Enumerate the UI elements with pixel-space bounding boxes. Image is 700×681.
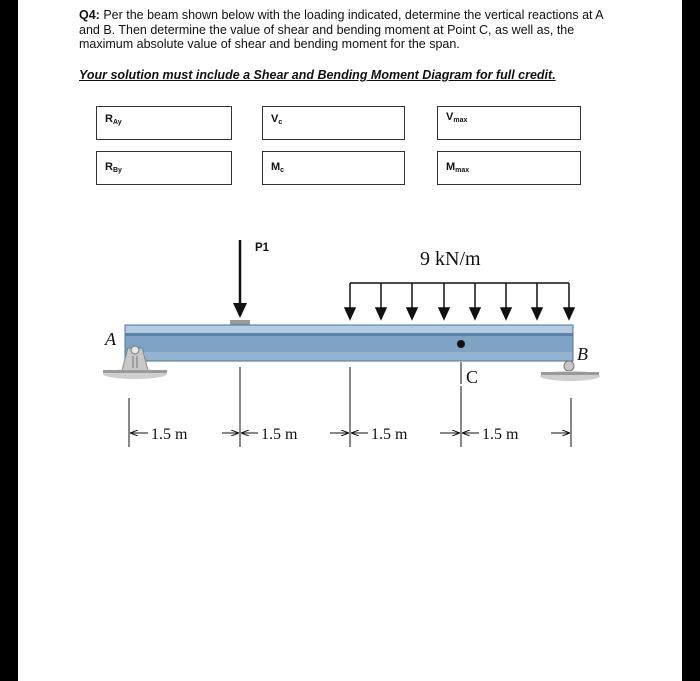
distributed-load — [345, 283, 574, 319]
support-b-label: B — [577, 344, 588, 364]
answer-label-r-by: $R_{By}$ — [105, 161, 122, 174]
question-body: Per the beam shown below with the loading indicated, determine the vertical reactions at A and B. Then determine the value of shear and bending moment at Point C, as well as, the maximum absolute value of shear and bending moment for the span. — [79, 8, 603, 51]
roller-support-b — [540, 361, 600, 381]
answer-label-m-max: $M_{max}$ — [446, 161, 470, 174]
dimension-label-4: 1.5 m — [482, 426, 519, 443]
distributed-load-label: 9 kN/m — [420, 248, 481, 270]
dimension-label-3: 1.5 m — [371, 426, 408, 443]
support-a-label: A — [105, 329, 116, 349]
point-load-label: P1 — [255, 242, 270, 254]
question-number: Q4: — [79, 8, 100, 22]
answer-label-r-ay: $R_{Ay}$ — [105, 113, 122, 126]
beam — [125, 325, 573, 361]
dimension-label-1: 1.5 m — [151, 426, 188, 443]
answer-label-v-max: $V_{max}$ — [446, 111, 468, 124]
answer-label-m-c: $M_c$ — [271, 161, 285, 174]
point-c-label: C — [466, 367, 479, 387]
point-c-marker — [457, 340, 465, 348]
point-load-p1 — [230, 240, 250, 325]
answer-label-v-c: $V_c$ — [271, 113, 283, 126]
dimension-label-2: 1.5 m — [261, 426, 298, 443]
instruction-text: Your solution must include a Shear and Bending Moment Diagram for full credit. — [79, 68, 556, 82]
